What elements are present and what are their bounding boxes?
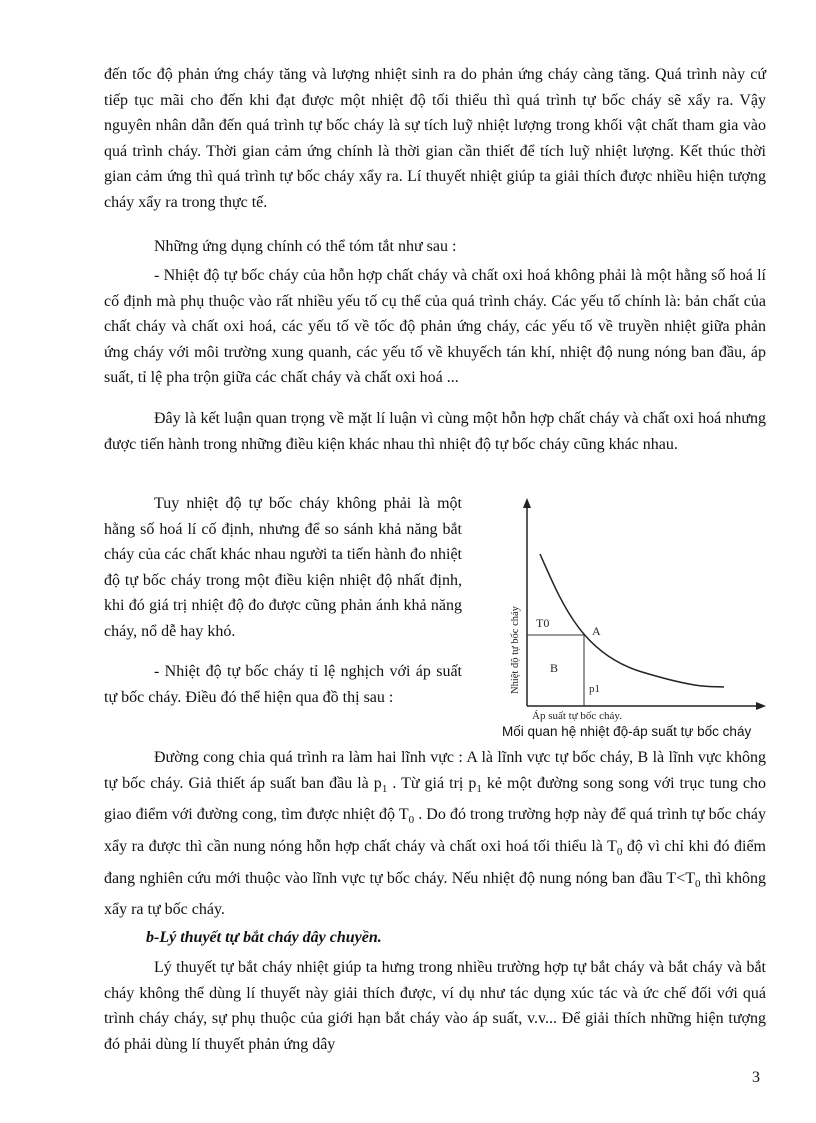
y-axis-arrow [523,498,531,508]
x-axis-arrow [756,702,766,710]
subscript-0: 0 [408,814,415,827]
paragraph-7-part-d: . Do đó trong trường hợp này để quá trình tự bốc cháy xẩy ra được thì cần nung nóng hỗn hợp chất cháy và chất oxi hoá tối thiểu là T [104,806,767,855]
label-p1: p1 [589,683,600,695]
pressure-temperature-curve [540,554,724,687]
figure-caption: Mối quan hệ nhiệt độ-áp suất tự bốc cháy [502,724,752,739]
subscript-0: 0 [616,846,623,859]
paragraph-7-part-b: . Từ giá trị p [387,774,477,792]
paragraph-1: đến tốc độ phản ứng cháy tăng và lượng nhiệt sinh ra do phản ứng cháy càng tăng. Quá trình này cứ tiếp tục mãi cho đến khi đạt được một nhiệt độ tối thiểu thì quá trình tự bốc cháy sẽ xẩy ra. Vậy nguyên nhân dẫn đến quá trình tự bốc cháy là sự tích luỹ nhiệt lượng trong khối vật chất tham gia vào quá trình cháy. Thời gian cảm ứng chính là thời gian cần thiết để tích luỹ nhiệt lượng. Kết thúc thời gian cảm ứng thì quá trình tự bốc cháy xẩy ra. Lí thuyết nhiệt giúp ta giải thích được nhiều hiện tượng cháy xẩy ra trong thực tế. [104,66,766,211]
section-heading: b-Lý thuyết tự bắt cháy dây chuyền. [146,929,382,946]
paragraph-7 [104,745,766,923]
label-b: B [550,661,559,675]
paragraph-5: Tuy nhiệt độ tự bốc cháy không phải là một hằng số hoá lí cố định, nhưng để so sánh khả năng bắt cháy của các chất khác nhau người ta tiến hành đo nhiệt độ tự bốc cháy trong một điều kiện nhiệt độ nhất định, khi đó giá trị nhiệt độ đo được cũng phản ánh khả năng cháy, nổ dễ hay khó. [104,495,462,640]
label-a: A [592,624,601,638]
subscript-0: 0 [695,877,701,890]
page-number: 3 [752,1069,760,1086]
label-t0: T0 [536,616,550,630]
subscript-1: 1 [476,782,482,795]
paragraph-7-part-c: kẻ một đường song song với trục tung cho giao điểm với đường cong, tìm được nhiệt độ T [104,774,767,824]
figure-graph [492,494,782,724]
x-axis-label: Áp suất tự bốc cháy. [532,710,622,722]
subscript-1: 1 [381,782,388,795]
pressure-temperature-figure [492,494,782,744]
paragraph-7-part-e: độ vì chỉ khi đó điểm đang nghiên cứu mới thuộc vào lĩnh vực tự bốc cháy. Nếu nhiệt độ nung nóng ban đầu T<T [104,837,766,887]
paragraph-7-part-f: thì không xẩy ra tự bốc cháy. [104,869,767,919]
paragraph-3: - Nhiệt độ tự bốc cháy của hỗn hợp chất cháy và chất oxi hoá không phải là một hằng số hoá lí cố định mà phụ thuộc vào rất nhiều yếu tố cụ thể của quá trình cháy. Các yếu tố chính là: bản chất của chất cháy và chất oxi hoá, các yếu tố về tốc độ phản ứng cháy, các yếu tố về truyền nhiệt giữa phản ứng cháy với môi trường xung quanh, các yếu tố về khuyếch tán khí, nhiệt độ nung nóng ban đầu, áp suất, tỉ lệ pha trộn giữa các chất cháy và chất oxi hoá ... [104,267,766,386]
y-axis-label: Nhiệt độ tự bốc cháy [510,606,521,694]
paragraph-4: Đây là kết luận quan trọng về mặt lí luận vì cùng một hỗn hợp chất cháy và chất oxi hoá nhưng được tiến hành trong những điều kiện khác nhau thì nhiệt độ tự bốc cháy cũng khác nhau. [104,410,766,453]
paragraph-6: - Nhiệt độ tự bốc cháy tỉ lệ nghịch với áp suất tự bốc cháy. Điều đó thể hiện qua đồ thị sau : [104,663,462,706]
paragraph-8: Lý thuyết tự bắt cháy nhiệt giúp ta hưng trong nhiều trường hợp tự bắt cháy và bắt cháy và bắt cháy không thể dùng lí thuyết này giải thích được, ví dụ như tác dụng xúc tác và ức chế đối với quá trình cháy cháy, sự phụ thuộc của giới hạn bắt cháy vào áp suất, v.v... Để giải thích những hiện tượng đó phải dùng lí thuyết phản ứng dây [104,959,766,1053]
paragraph-7-part-a: Đường cong chia quá trình ra làm hai lĩnh vực : A là lĩnh vực tự bốc cháy, B là lĩnh vực không tự bốc cháy. Giả thiết áp suất ban đầu là p [104,749,766,792]
paragraph-2: Những ứng dụng chính có thể tóm tắt như sau : [154,238,457,255]
